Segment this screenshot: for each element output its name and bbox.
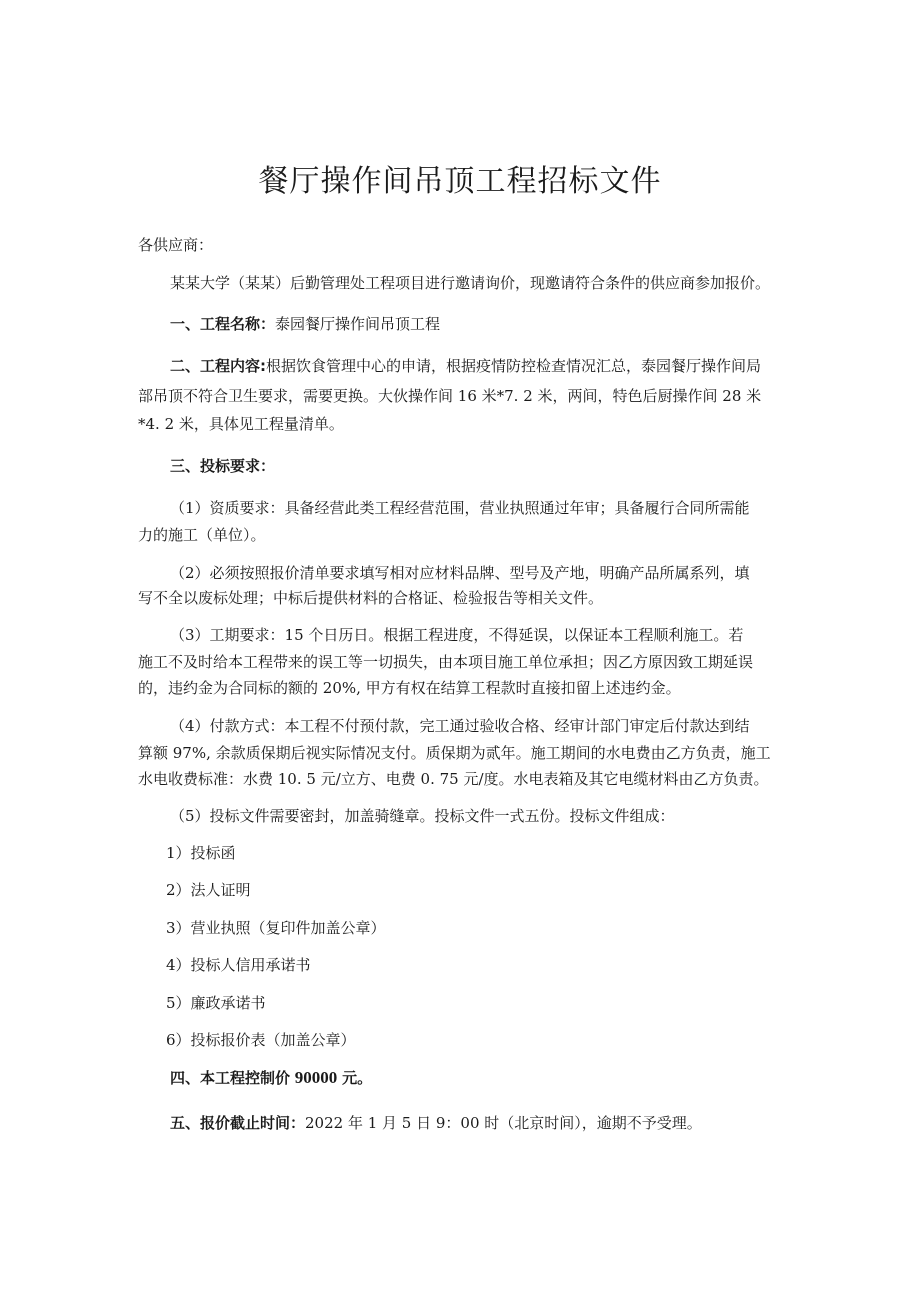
req-3-line-1: （3）工期要求：15 个日历日。根据工程进度，不得延误，以保证本工程顺利施工。若 [170, 626, 744, 644]
section-5 [170, 1110, 790, 1136]
section-4-heading: 四、本工程控制价 [170, 1069, 291, 1087]
req-3-line-2: 施工不及时给本工程带来的误工等一切损失，由本项目施工单位承担；因乙方原因致工期延误 [138, 653, 754, 671]
control-price-amount: 90000 [294, 1068, 338, 1087]
req-4-line-2: 算额 97%, 余款质保期后视实际情况支付。质保期为贰年。施工期间的水电费由乙方负责，施工 [138, 744, 771, 762]
req-1-line-1: （1）资质要求：具备经营此类工程经营范围，营业执照通过年审；具备履行合同所需能 [170, 499, 750, 517]
section-1-heading: 一、工程名称： [170, 315, 276, 333]
section-1 [170, 311, 790, 337]
doc-item-2: 2）法人证明 [166, 881, 251, 899]
section-2-line-2: 部吊顶不符合卫生要求，需要更换。大伙操作间 16 米*7. 2 米，两间，特色后厨操作间 28 米 [138, 387, 762, 405]
section-2-line-3: *4. 2 米，具体见工程量清单。 [138, 415, 344, 433]
section-1-text: 泰园餐厅操作间吊顶工程 [275, 315, 441, 333]
doc-item-5: 5）廉政承诺书 [166, 994, 266, 1012]
section-2-text-1: 根据饮食管理中心的申请，根据疫情防控检查情况汇总，泰园餐厅操作间局 [266, 357, 762, 375]
document-title: 餐厅操作间吊顶工程招标文件 [258, 164, 662, 199]
req-2-line-2: 写不全以废标处理；中标后提供材料的合格证、检验报告等相关文件。 [138, 589, 604, 607]
req-2-line-1: （2）必须按照报价清单要求填写相对应材料品牌、型号及产地，明确产品所属系列，填 [170, 564, 750, 582]
section-3-heading: 三、投标要求： [170, 457, 276, 475]
doc-item-1: 1）投标函 [166, 844, 236, 862]
section-5-heading: 五、报价截止时间： [170, 1114, 306, 1132]
doc-item-4: 4）投标人信用承诺书 [166, 956, 311, 974]
section-4-suffix: 元。 [342, 1069, 373, 1087]
section-2-heading: 二、工程内容: [170, 357, 266, 375]
req-5: （5）投标文件需要密封，加盖骑缝章。投标文件一式五份。投标文件组成： [170, 807, 675, 825]
req-1-line-2: 力的施工（单位）。 [138, 526, 266, 544]
req-4-line-1: （4）付款方式：本工程不付预付款，完工通过验收合格、经审计部门审定后付款达到结 [170, 717, 750, 735]
doc-item-3: 3）营业执照（复印件加盖公章） [166, 919, 386, 937]
req-4-line-3: 水电收费标准：水费 10. 5 元/立方、电费 0. 75 元/度。水电表箱及其它电缆材料由乙方负责。 [138, 770, 769, 788]
doc-item-6: 6）投标报价表（加盖公章） [166, 1031, 356, 1049]
req-3-line-3: 的，违约金为合同标的额的 20%, 甲方有权在结算工程款时直接扣留上述违约金。 [138, 679, 681, 697]
section-4 [170, 1065, 790, 1091]
section-2-line-1 [170, 353, 790, 379]
salutation: 各供应商： [138, 236, 214, 254]
intro-paragraph: 某某大学（某某）后勤管理处工程项目进行邀请询价，现邀请符合条件的供应商参加报价。 [170, 274, 771, 292]
section-5-text: 2022 年 1 月 5 日 9：00 时（北京时间），逾期不予受理。 [305, 1114, 702, 1132]
